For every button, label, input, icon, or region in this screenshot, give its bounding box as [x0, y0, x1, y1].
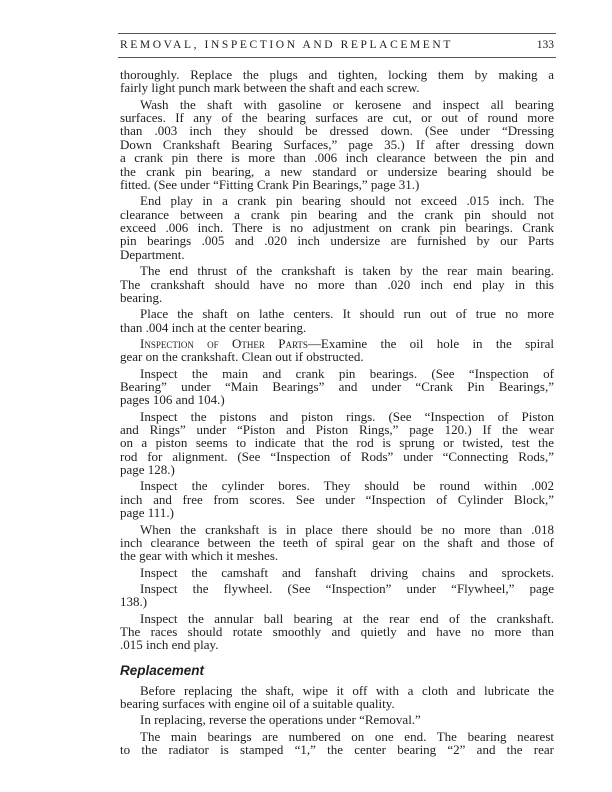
paragraph-line: .015 inch end play. — [120, 637, 219, 653]
paragraph-line: When the crankshaft is in place there should be no more than .018 — [140, 521, 554, 537]
paragraph — [120, 98, 554, 192]
run-in-heading: Inspection of Other Parts — [140, 335, 308, 351]
paragraph-line: Down Crankshaft Bearing Surfaces,” page 35.) If after dressing down — [120, 136, 554, 152]
paragraph-line: Inspect the annular ball bearing at the rear end of the crankshaft. — [140, 610, 554, 626]
paragraph — [120, 68, 554, 95]
paragraph-line: End play in a crank pin bearing should not exceed .015 inch. The — [140, 193, 554, 209]
paragraph — [120, 479, 554, 519]
paragraph-line: than .003 inch they should be dressed down. (See under “Dressing — [120, 123, 554, 139]
paragraph-line: page 128.) — [120, 462, 175, 478]
paragraph — [120, 730, 554, 757]
paragraph — [120, 410, 554, 477]
paragraph-line: and Rings” under “Piston and Piston Rings,” page 120.) If the wear — [120, 422, 554, 437]
paragraph-line: fairly light punch mark between the shaft and each screw. — [120, 80, 420, 96]
page-body — [120, 68, 554, 759]
paragraph-line — [120, 337, 554, 350]
paragraph-line: The main bearings are numbered on one end. The bearing nearest — [140, 728, 554, 744]
header-rule-bottom — [118, 57, 556, 58]
paragraph — [120, 194, 554, 261]
replacement-paragraphs — [120, 684, 554, 757]
paragraph-line: to the radiator is stamped “1,” the center bearing “2” and the rear — [120, 742, 554, 758]
paragraph-line: thoroughly. Replace the plugs and tighten, locking them by making a — [120, 67, 554, 82]
paragraph — [120, 566, 554, 579]
paragraph — [120, 307, 554, 334]
paragraph-line: Inspect the main and crank pin bearings. (See “Inspection of — [140, 365, 554, 381]
paragraph-line: pages 106 and 104.) — [120, 392, 225, 408]
paragraph-line: on a piston seems to indicate that the rod is sprung or twisted, test the — [120, 435, 554, 451]
running-header — [120, 39, 554, 51]
paragraphs-before — [120, 68, 554, 334]
paragraph — [120, 582, 554, 609]
paragraph-line: page 111.) — [120, 505, 174, 521]
paragraph-line: bearing. — [120, 289, 163, 305]
paragraph — [120, 612, 554, 652]
paragraph-line: 138.) — [120, 594, 148, 610]
paragraph — [120, 523, 554, 563]
paragraph-line: exceed .006 inch. There is no adjustment on crank pin bearings. Crank — [120, 220, 554, 236]
paragraphs-after — [120, 367, 554, 652]
paragraph-inspection-other-parts — [120, 337, 554, 364]
paragraph — [120, 264, 554, 304]
page-number: 133 — [536, 39, 554, 51]
paragraph-line: gear on the crankshaft. Clean out if obstructed. — [120, 349, 364, 365]
text-run: —Examine the oil hole in the spiral — [307, 335, 554, 351]
paragraph-line: Department. — [120, 246, 185, 262]
paragraph-line: a crank pin there is more than .006 inch clearance between the pin and — [120, 150, 554, 166]
paragraph-line: the crank pin bearing, a new standard or undersize bearing should be — [120, 163, 554, 179]
paragraph — [120, 684, 554, 711]
paragraph-line: surfaces. If any of the bearing surfaces are cut, or out of round more — [120, 110, 554, 126]
paragraph-line: clearance between a crank pin bearing and the crank pin should not — [120, 206, 554, 222]
paragraph-line: fitted. (See under “Fitting Crank Pin Bearings,” page 31.) — [120, 177, 420, 193]
paragraph-line: Bearing” under “Main Bearings” and under “Crank Pin Bearings,” — [120, 378, 554, 394]
section-heading: Replacement — [120, 662, 205, 678]
paragraph — [120, 713, 554, 726]
paragraph-line: inch and free from scores. See under “Inspection of Cylinder Block,” — [120, 491, 554, 507]
paragraph-line: Inspect the flywheel. (See “Inspection” under “Flywheel,” page — [140, 580, 554, 596]
paragraph-line: the gear with which it meshes. — [120, 548, 279, 564]
paragraph-line: Inspect the cylinder bores. They should be round within .002 — [140, 478, 554, 494]
paragraph-line: bearing surfaces with engine oil of a suitable quality. — [120, 696, 395, 712]
paragraph-line: The end thrust of the crankshaft is taken by the rear main bearing. — [140, 263, 554, 279]
paragraph-line: than .004 inch at the center bearing. — [120, 319, 307, 335]
paragraph-line: Wash the shaft with gasoline or kerosene and inspect all bearing — [140, 96, 554, 112]
paragraph-line: rod for alignment. (See “Inspection of Rods” under “Connecting Rods,” — [120, 448, 554, 464]
header-rule-top — [118, 33, 556, 34]
paragraph-line: Inspect the camshaft and fanshaft driving chains and sprockets. — [140, 564, 554, 580]
paragraph-line: inch clearance between the teeth of spiral gear on the shaft and those of — [120, 534, 554, 550]
paragraph-line: The races should rotate smoothly and quietly and have no more than — [120, 623, 554, 639]
paragraph-line: In replacing, reverse the operations under “Removal.” — [140, 712, 421, 728]
running-header-title: REMOVAL, INSPECTION AND REPLACEMENT — [120, 39, 453, 51]
paragraph-line: pin bearings .005 and .020 inch undersize are furnished by our Parts — [120, 233, 554, 249]
paragraph-line: Inspect the pistons and piston rings. (See “Inspection of Piston — [140, 408, 554, 424]
paragraph-line: Before replacing the shaft, wipe it off with a cloth and lubricate the — [140, 682, 554, 698]
paragraph-line: Place the shaft on lathe centers. It should run out of true no more — [140, 306, 554, 322]
paragraph — [120, 367, 554, 407]
paragraph-line: The crankshaft should have no more than .020 inch end play in this — [120, 276, 554, 292]
